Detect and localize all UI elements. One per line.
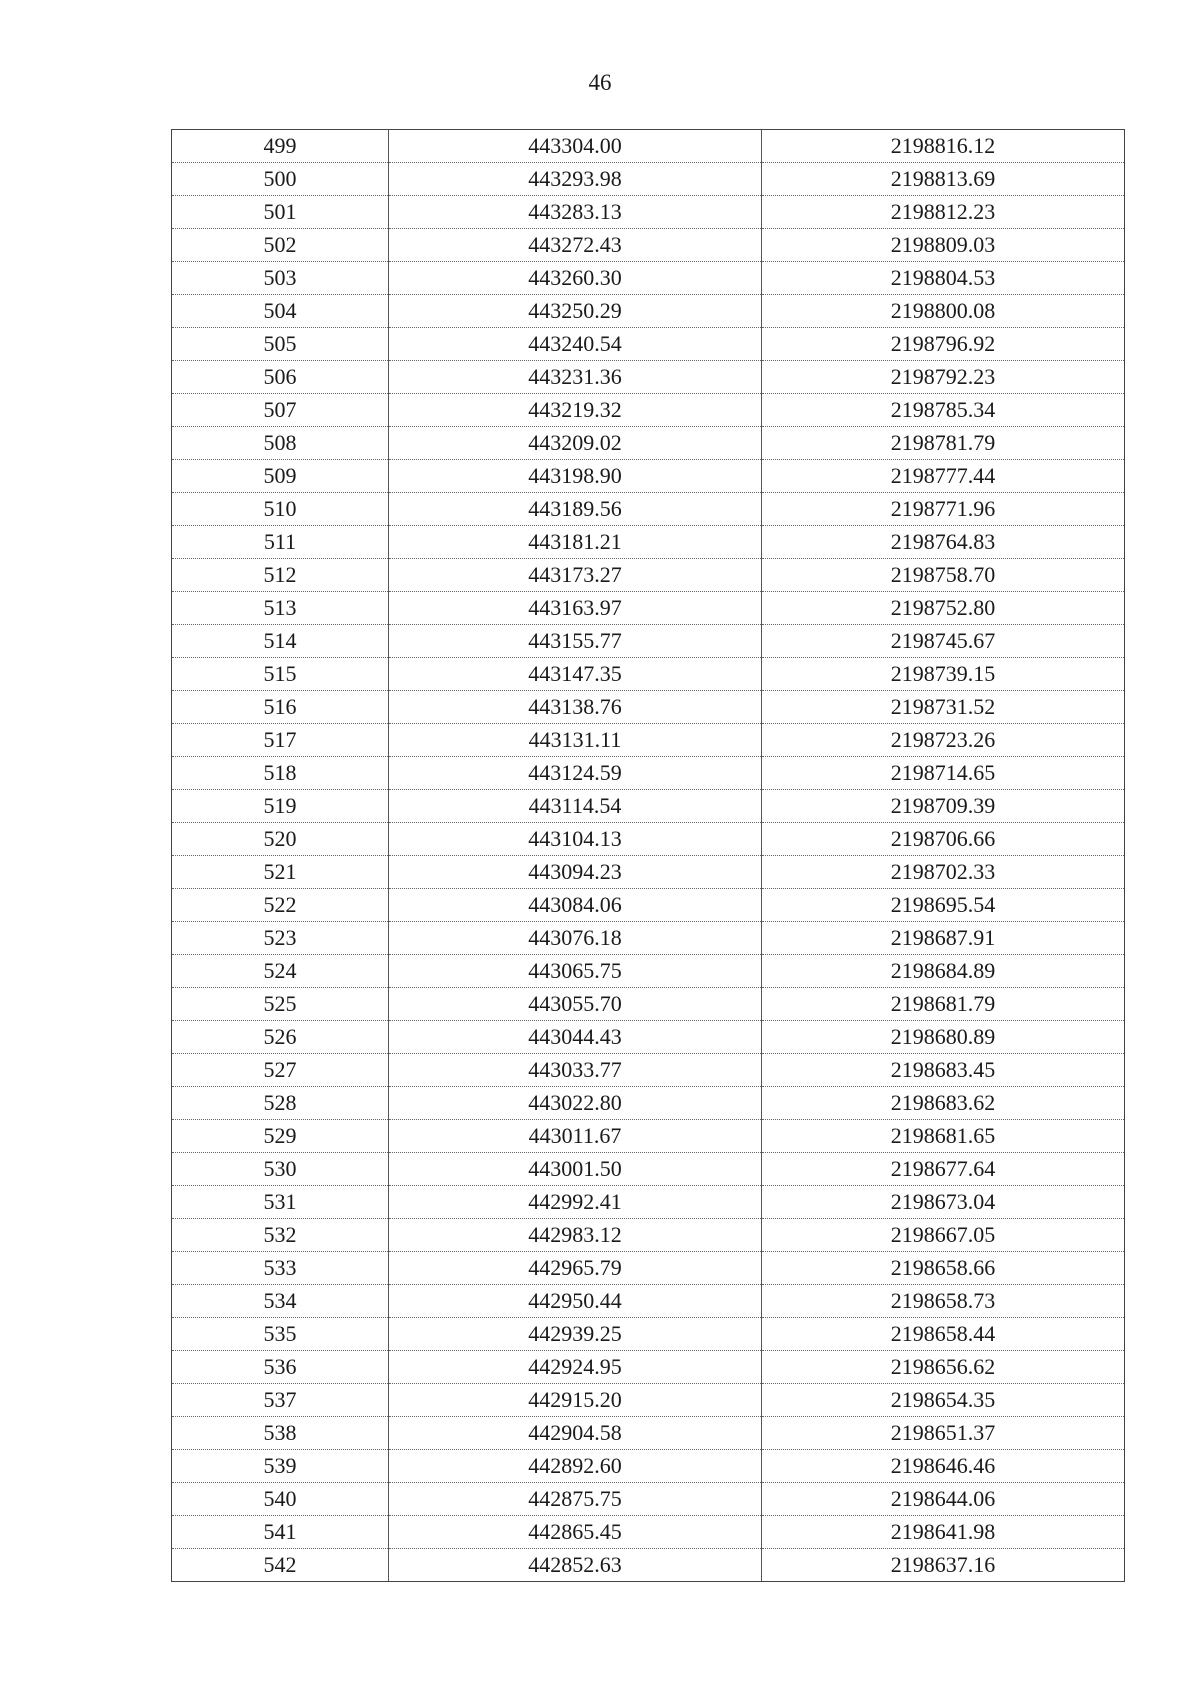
point-number-cell: 513 bbox=[172, 592, 389, 625]
point-number-cell: 529 bbox=[172, 1120, 389, 1153]
x-coordinate-cell: 443250.29 bbox=[389, 295, 762, 328]
x-coordinate-cell: 443076.18 bbox=[389, 922, 762, 955]
y-coordinate-cell: 2198677.64 bbox=[762, 1153, 1125, 1186]
table-row bbox=[172, 658, 1125, 691]
x-coordinate-cell: 442892.60 bbox=[389, 1450, 762, 1483]
y-coordinate-cell: 2198804.53 bbox=[762, 262, 1125, 295]
point-number-cell: 516 bbox=[172, 691, 389, 724]
y-coordinate-cell: 2198681.65 bbox=[762, 1120, 1125, 1153]
point-number-cell: 502 bbox=[172, 229, 389, 262]
table-row bbox=[172, 1054, 1125, 1087]
x-coordinate-cell: 442965.79 bbox=[389, 1252, 762, 1285]
table-row bbox=[172, 262, 1125, 295]
table-row bbox=[172, 625, 1125, 658]
y-coordinate-cell: 2198641.98 bbox=[762, 1516, 1125, 1549]
y-coordinate-cell: 2198812.23 bbox=[762, 196, 1125, 229]
x-coordinate-cell: 443001.50 bbox=[389, 1153, 762, 1186]
table-row bbox=[172, 559, 1125, 592]
table-row bbox=[172, 328, 1125, 361]
point-number-cell: 501 bbox=[172, 196, 389, 229]
point-number-cell: 534 bbox=[172, 1285, 389, 1318]
point-number-cell: 521 bbox=[172, 856, 389, 889]
point-number-cell: 523 bbox=[172, 922, 389, 955]
y-coordinate-cell: 2198771.96 bbox=[762, 493, 1125, 526]
point-number-cell: 520 bbox=[172, 823, 389, 856]
table-row bbox=[172, 460, 1125, 493]
point-number-cell: 531 bbox=[172, 1186, 389, 1219]
point-number-cell: 541 bbox=[172, 1516, 389, 1549]
table-row bbox=[172, 163, 1125, 196]
x-coordinate-cell: 443240.54 bbox=[389, 328, 762, 361]
x-coordinate-cell: 442983.12 bbox=[389, 1219, 762, 1252]
point-number-cell: 517 bbox=[172, 724, 389, 757]
y-coordinate-cell: 2198706.66 bbox=[762, 823, 1125, 856]
y-coordinate-cell: 2198714.65 bbox=[762, 757, 1125, 790]
table-row bbox=[172, 1186, 1125, 1219]
x-coordinate-cell: 442939.25 bbox=[389, 1318, 762, 1351]
table-row bbox=[172, 130, 1125, 163]
y-coordinate-cell: 2198667.05 bbox=[762, 1219, 1125, 1252]
table-row bbox=[172, 1021, 1125, 1054]
point-number-cell: 532 bbox=[172, 1219, 389, 1252]
x-coordinate-cell: 442992.41 bbox=[389, 1186, 762, 1219]
table-row bbox=[172, 823, 1125, 856]
table-row bbox=[172, 724, 1125, 757]
table-row bbox=[172, 1252, 1125, 1285]
y-coordinate-cell: 2198658.44 bbox=[762, 1318, 1125, 1351]
y-coordinate-cell: 2198695.54 bbox=[762, 889, 1125, 922]
y-coordinate-cell: 2198723.26 bbox=[762, 724, 1125, 757]
point-number-cell: 542 bbox=[172, 1549, 389, 1582]
x-coordinate-cell: 442875.75 bbox=[389, 1483, 762, 1516]
table-row bbox=[172, 196, 1125, 229]
point-number-cell: 527 bbox=[172, 1054, 389, 1087]
point-number-cell: 540 bbox=[172, 1483, 389, 1516]
table-row bbox=[172, 394, 1125, 427]
y-coordinate-cell: 2198758.70 bbox=[762, 559, 1125, 592]
x-coordinate-cell: 443065.75 bbox=[389, 955, 762, 988]
x-coordinate-cell: 443209.02 bbox=[389, 427, 762, 460]
point-number-cell: 519 bbox=[172, 790, 389, 823]
table-row bbox=[172, 922, 1125, 955]
y-coordinate-cell: 2198764.83 bbox=[762, 526, 1125, 559]
y-coordinate-cell: 2198739.15 bbox=[762, 658, 1125, 691]
point-number-cell: 499 bbox=[172, 130, 389, 163]
x-coordinate-cell: 443231.36 bbox=[389, 361, 762, 394]
point-number-cell: 515 bbox=[172, 658, 389, 691]
table-row bbox=[172, 1285, 1125, 1318]
x-coordinate-cell: 442950.44 bbox=[389, 1285, 762, 1318]
y-coordinate-cell: 2198687.91 bbox=[762, 922, 1125, 955]
page-number: 46 bbox=[588, 70, 612, 95]
point-number-cell: 504 bbox=[172, 295, 389, 328]
table-row bbox=[172, 856, 1125, 889]
y-coordinate-cell: 2198781.79 bbox=[762, 427, 1125, 460]
y-coordinate-cell: 2198731.52 bbox=[762, 691, 1125, 724]
table-row bbox=[172, 229, 1125, 262]
y-coordinate-cell: 2198785.34 bbox=[762, 394, 1125, 427]
coordinates-table bbox=[171, 129, 1125, 1582]
x-coordinate-cell: 443147.35 bbox=[389, 658, 762, 691]
point-number-cell: 509 bbox=[172, 460, 389, 493]
x-coordinate-cell: 442915.20 bbox=[389, 1384, 762, 1417]
point-number-cell: 538 bbox=[172, 1417, 389, 1450]
x-coordinate-cell: 443272.43 bbox=[389, 229, 762, 262]
y-coordinate-cell: 2198745.67 bbox=[762, 625, 1125, 658]
table-row bbox=[172, 757, 1125, 790]
x-coordinate-cell: 442924.95 bbox=[389, 1351, 762, 1384]
table-row bbox=[172, 361, 1125, 394]
point-number-cell: 505 bbox=[172, 328, 389, 361]
y-coordinate-cell: 2198654.35 bbox=[762, 1384, 1125, 1417]
x-coordinate-cell: 443219.32 bbox=[389, 394, 762, 427]
point-number-cell: 522 bbox=[172, 889, 389, 922]
table-row bbox=[172, 988, 1125, 1021]
point-number-cell: 500 bbox=[172, 163, 389, 196]
table-row bbox=[172, 1384, 1125, 1417]
table-row bbox=[172, 691, 1125, 724]
x-coordinate-cell: 442852.63 bbox=[389, 1549, 762, 1582]
y-coordinate-cell: 2198792.23 bbox=[762, 361, 1125, 394]
point-number-cell: 506 bbox=[172, 361, 389, 394]
x-coordinate-cell: 443163.97 bbox=[389, 592, 762, 625]
x-coordinate-cell: 443011.67 bbox=[389, 1120, 762, 1153]
point-number-cell: 511 bbox=[172, 526, 389, 559]
x-coordinate-cell: 443022.80 bbox=[389, 1087, 762, 1120]
point-number-cell: 530 bbox=[172, 1153, 389, 1186]
table-row bbox=[172, 493, 1125, 526]
point-number-cell: 508 bbox=[172, 427, 389, 460]
x-coordinate-cell: 442904.58 bbox=[389, 1417, 762, 1450]
table-row bbox=[172, 1153, 1125, 1186]
y-coordinate-cell: 2198681.79 bbox=[762, 988, 1125, 1021]
x-coordinate-cell: 443155.77 bbox=[389, 625, 762, 658]
y-coordinate-cell: 2198646.46 bbox=[762, 1450, 1125, 1483]
table-row bbox=[172, 889, 1125, 922]
y-coordinate-cell: 2198752.80 bbox=[762, 592, 1125, 625]
point-number-cell: 535 bbox=[172, 1318, 389, 1351]
x-coordinate-cell: 443084.06 bbox=[389, 889, 762, 922]
table-row bbox=[172, 427, 1125, 460]
y-coordinate-cell: 2198658.73 bbox=[762, 1285, 1125, 1318]
y-coordinate-cell: 2198702.33 bbox=[762, 856, 1125, 889]
point-number-cell: 512 bbox=[172, 559, 389, 592]
coordinates-table-body bbox=[172, 130, 1125, 1582]
point-number-cell: 537 bbox=[172, 1384, 389, 1417]
point-number-cell: 526 bbox=[172, 1021, 389, 1054]
point-number-cell: 528 bbox=[172, 1087, 389, 1120]
x-coordinate-cell: 443033.77 bbox=[389, 1054, 762, 1087]
table-row bbox=[172, 1450, 1125, 1483]
y-coordinate-cell: 2198680.89 bbox=[762, 1021, 1125, 1054]
point-number-cell: 510 bbox=[172, 493, 389, 526]
x-coordinate-cell: 443131.11 bbox=[389, 724, 762, 757]
x-coordinate-cell: 443055.70 bbox=[389, 988, 762, 1021]
y-coordinate-cell: 2198683.62 bbox=[762, 1087, 1125, 1120]
x-coordinate-cell: 443114.54 bbox=[389, 790, 762, 823]
x-coordinate-cell: 443094.23 bbox=[389, 856, 762, 889]
point-number-cell: 514 bbox=[172, 625, 389, 658]
x-coordinate-cell: 443044.43 bbox=[389, 1021, 762, 1054]
y-coordinate-cell: 2198777.44 bbox=[762, 460, 1125, 493]
table-row bbox=[172, 1483, 1125, 1516]
y-coordinate-cell: 2198644.06 bbox=[762, 1483, 1125, 1516]
x-coordinate-cell: 443198.90 bbox=[389, 460, 762, 493]
table-row bbox=[172, 955, 1125, 988]
table-row bbox=[172, 1516, 1125, 1549]
table-row bbox=[172, 526, 1125, 559]
y-coordinate-cell: 2198684.89 bbox=[762, 955, 1125, 988]
y-coordinate-cell: 2198796.92 bbox=[762, 328, 1125, 361]
table-row bbox=[172, 1087, 1125, 1120]
point-number-cell: 524 bbox=[172, 955, 389, 988]
y-coordinate-cell: 2198673.04 bbox=[762, 1186, 1125, 1219]
x-coordinate-cell: 443304.00 bbox=[389, 130, 762, 163]
y-coordinate-cell: 2198658.66 bbox=[762, 1252, 1125, 1285]
y-coordinate-cell: 2198656.62 bbox=[762, 1351, 1125, 1384]
y-coordinate-cell: 2198816.12 bbox=[762, 130, 1125, 163]
table-row bbox=[172, 1549, 1125, 1582]
table-row bbox=[172, 592, 1125, 625]
x-coordinate-cell: 443283.13 bbox=[389, 196, 762, 229]
table-row bbox=[172, 1120, 1125, 1153]
x-coordinate-cell: 443124.59 bbox=[389, 757, 762, 790]
x-coordinate-cell: 443189.56 bbox=[389, 493, 762, 526]
table-row bbox=[172, 1318, 1125, 1351]
x-coordinate-cell: 443293.98 bbox=[389, 163, 762, 196]
point-number-cell: 536 bbox=[172, 1351, 389, 1384]
x-coordinate-cell: 442865.45 bbox=[389, 1516, 762, 1549]
point-number-cell: 503 bbox=[172, 262, 389, 295]
table-row bbox=[172, 1219, 1125, 1252]
y-coordinate-cell: 2198809.03 bbox=[762, 229, 1125, 262]
point-number-cell: 533 bbox=[172, 1252, 389, 1285]
point-number-cell: 525 bbox=[172, 988, 389, 1021]
table-row bbox=[172, 295, 1125, 328]
x-coordinate-cell: 443104.13 bbox=[389, 823, 762, 856]
x-coordinate-cell: 443181.21 bbox=[389, 526, 762, 559]
y-coordinate-cell: 2198637.16 bbox=[762, 1549, 1125, 1582]
table-row bbox=[172, 1417, 1125, 1450]
table-row bbox=[172, 1351, 1125, 1384]
x-coordinate-cell: 443138.76 bbox=[389, 691, 762, 724]
x-coordinate-cell: 443173.27 bbox=[389, 559, 762, 592]
table-row bbox=[172, 790, 1125, 823]
x-coordinate-cell: 443260.30 bbox=[389, 262, 762, 295]
point-number-cell: 507 bbox=[172, 394, 389, 427]
y-coordinate-cell: 2198651.37 bbox=[762, 1417, 1125, 1450]
point-number-cell: 539 bbox=[172, 1450, 389, 1483]
y-coordinate-cell: 2198709.39 bbox=[762, 790, 1125, 823]
point-number-cell: 518 bbox=[172, 757, 389, 790]
y-coordinate-cell: 2198813.69 bbox=[762, 163, 1125, 196]
y-coordinate-cell: 2198683.45 bbox=[762, 1054, 1125, 1087]
y-coordinate-cell: 2198800.08 bbox=[762, 295, 1125, 328]
